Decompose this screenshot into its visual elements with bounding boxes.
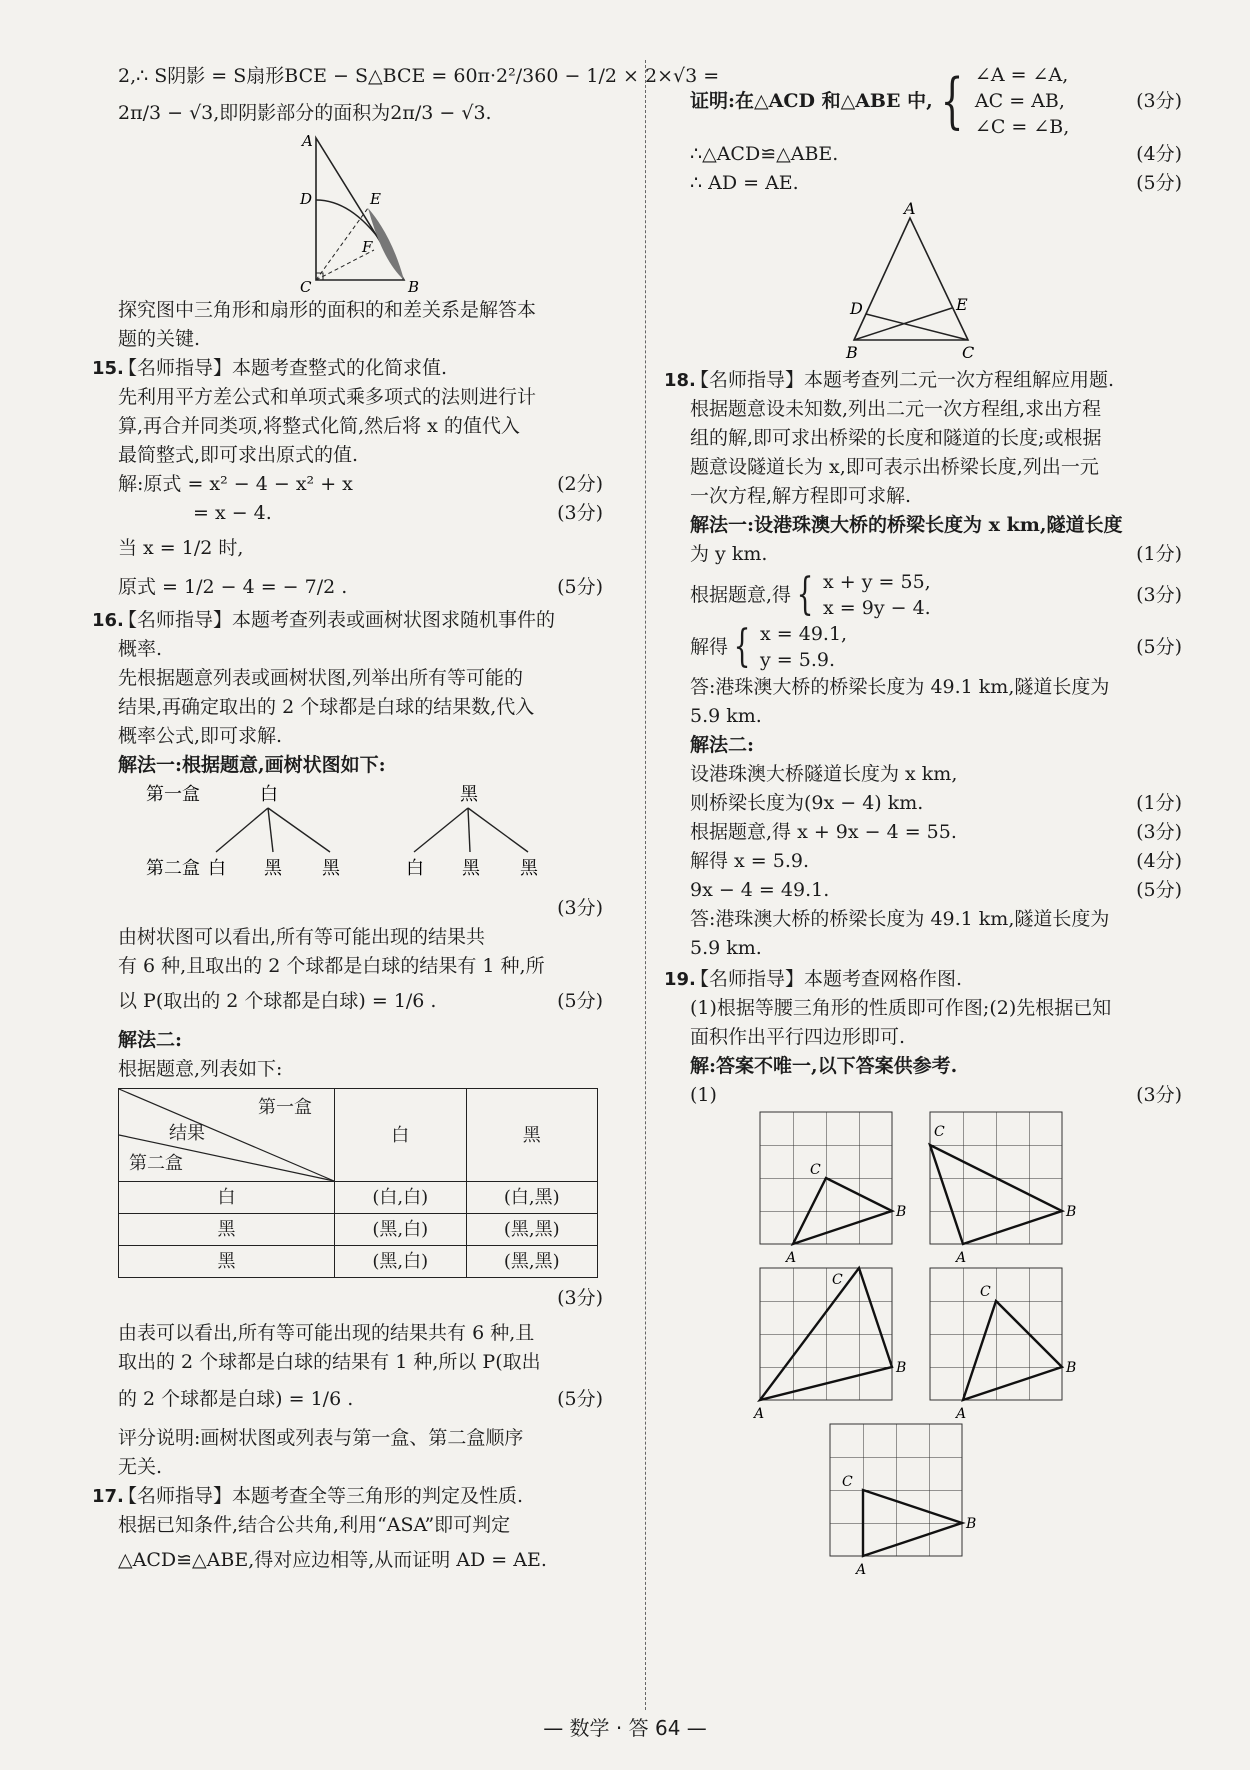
label-A: A — [856, 1562, 867, 1578]
q14-formula-line: 2,∴ S阴影 = S扇形BCE − S△BCE = 60π·2²/360 − 1/2 × 2×√3 = — [118, 65, 720, 87]
q18-line: 一次方程,解方程即可求解. — [690, 485, 912, 507]
score: (1分) — [1136, 543, 1182, 565]
score: (4分) — [1136, 850, 1182, 872]
q19-line: (1) — [690, 1084, 717, 1106]
score: (3分) — [1136, 1084, 1182, 1106]
tree-box2-label: 第二盒 — [146, 858, 200, 879]
score: (5分) — [557, 990, 603, 1012]
q18-line: 设港珠澳大桥隧道长度为 x km, — [690, 763, 958, 785]
score: (3分) — [1136, 821, 1182, 843]
q15-line: 最简整式,即可求出原式的值. — [118, 444, 359, 466]
q16-line: 概率公式,即可求解. — [118, 725, 283, 747]
table-row-header: 黑 — [119, 1214, 335, 1246]
label-C: C — [962, 343, 975, 362]
q18-line: 为 y km. — [690, 543, 768, 565]
q15-heading: 【名师指导】本题考查整式的化简求值. — [118, 357, 448, 379]
grid-figure-2 — [930, 1112, 1076, 1266]
column-divider — [645, 60, 646, 1710]
label-A: A — [956, 1406, 967, 1422]
tree-leaf: 黑 — [462, 858, 480, 879]
q18-heading: 【名师指导】本题考查列二元一次方程组解应用题. — [690, 369, 1115, 391]
q18-line: 组的解,即可求出桥梁的长度和隧道的长度;或根据 — [690, 427, 1102, 449]
q16-note: 无关. — [118, 1456, 163, 1478]
q18-line: 根据题意设未知数,列出二元一次方程组,求出方程 — [690, 398, 1102, 420]
q18-line: 答:港珠澳大桥的桥梁长度为 49.1 km,隧道长度为 — [690, 676, 1110, 698]
label-C: C — [934, 1124, 945, 1140]
q16-probability-table — [118, 1088, 598, 1278]
q17-proof-step: ∴△ACD≌△ABE. — [690, 143, 839, 165]
label-B: B — [896, 1360, 907, 1376]
q18-line: 9x − 4 = 49.1. — [690, 879, 830, 901]
q18-number: 18. — [664, 370, 696, 391]
page-footer: — 数学 · 答 64 — — [543, 1716, 707, 1740]
table-cell: (黑,白) — [335, 1246, 467, 1278]
label-D: D — [850, 299, 863, 318]
grid-figure-4 — [930, 1268, 1076, 1422]
q16-line: 取出的 2 个球都是白球的结果有 1 种,所以 P(取出 — [118, 1351, 541, 1373]
tree-leaf: 黑 — [520, 858, 538, 879]
table-cell: (白,白) — [335, 1182, 467, 1214]
q14-note-1: 探究图中三角形和扇形的面积的和差关系是解答本 — [118, 299, 537, 321]
label-B: B — [407, 278, 419, 296]
q16-line: 根据题意,列表如下: — [118, 1058, 283, 1080]
label-C: C — [980, 1284, 991, 1300]
q18-line: 解得 x = 5.9. — [690, 850, 810, 872]
q18-method2: 解法二: — [690, 734, 755, 756]
q15-step: 解:原式 = x² − 4 − x² + x — [118, 473, 353, 495]
q18-line: 题意设隧道长为 x,即可表示出桥梁长度,列出一元 — [690, 456, 1099, 478]
label-B: B — [1066, 1204, 1077, 1220]
label-C: C — [299, 278, 311, 296]
tree-box1-label: 第一盒 — [146, 784, 200, 805]
label-E: E — [369, 190, 381, 208]
table-row-header: 黑 — [119, 1246, 335, 1278]
right-column: 证明:在△ACD 和△ABE 中, { ∠A = ∠A, AC = AB, ∠C = ∠B, (3分) ∴△ACD≌△ABE. (4分) ∴ AD = AE. (5分) A D E B C 18.【名师指导】本题考查列二元一次方程组解应用题. 根据题意设未知数,列出二元一次方程组,求出方程 组的解,即可求出桥梁的长度和隧道的长度;或根据 题意设隧道长为 x,即可表示出桥梁长度,列出一元 一次方程,解方程即可求解. 解法一:设港珠澳大桥的桥梁长度为 x km,隧道长度 为 y km. (1分) 根据题意,得 { x + y = 55, x = 9y − 4. (3分) 解得 { x = 49.1, y = 5.9. (5分) 答:港珠澳大桥的桥梁长度为 49.1 km,隧道长度为 5.9 km. 解法二: 设港珠澳大桥隧道长度为 x km, 则桥梁长度为(9x − 4) km. (1分) 根据题意,得 x + 9x − 4 = 55. (3分) 解得 x = 5.9. (4分) 9x − 4 = 49.1. (5分) 答:港珠澳大桥的桥梁长度为 49.1 km,隧道长度为 5.9 km. 19.【名师指导】本题考查网格作图. (1)根据等腰三角形的性质即可作图;(2)先根据已知 面积作出平行四边形即可. 解:答案不唯一,以下答案供参考. (1) (3分) C B A C B A C B A C B A C B A — [664, 64, 1182, 1578]
label-A: A — [786, 1250, 797, 1266]
equation-line: AC = AB, — [974, 90, 1065, 112]
q18-line: 根据题意,得 — [690, 583, 792, 606]
q14-figure — [286, 132, 436, 296]
q19-line: (1)根据等腰三角形的性质即可作图;(2)先根据已知 — [690, 997, 1112, 1019]
tree-root-white: 白 — [260, 784, 278, 805]
q17-proof-intro: 证明:在△ACD 和△ABE 中, — [690, 89, 933, 112]
score: (5分) — [557, 1388, 603, 1410]
label-B: B — [1066, 1360, 1077, 1376]
q16-line: 有 6 种,且取出的 2 个球都是白球的结果有 1 种,所 — [118, 955, 545, 977]
table-diagonal-header — [119, 1089, 335, 1182]
q16-line: 概率. — [118, 638, 163, 660]
q18-line: 5.9 km. — [690, 937, 762, 959]
q16-method1: 解法一:根据题意,画树状图如下: — [118, 754, 386, 776]
label-C: C — [810, 1162, 821, 1178]
q15-step: 当 x = 1/2 时, — [118, 537, 244, 559]
score: (3分) — [557, 1287, 603, 1309]
q18-line: 5.9 km. — [690, 705, 762, 727]
score: (5分) — [1136, 172, 1182, 194]
label-A: A — [754, 1406, 765, 1422]
score: (3分) — [1136, 89, 1182, 112]
q16-heading: 【名师指导】本题考查列表或画树状图求随机事件的 — [118, 609, 556, 631]
q17-line: △ACD≌△ABE,得对应边相等,从而证明 AD = AE. — [118, 1549, 547, 1571]
label-B: B — [846, 343, 858, 362]
q16-line: 结果,再确定取出的 2 个球都是白球的结果数,代入 — [118, 696, 535, 718]
tree-leaf: 白 — [406, 858, 424, 879]
score: (3分) — [557, 502, 603, 524]
label-B: B — [966, 1516, 977, 1532]
table-row — [119, 1182, 598, 1214]
q19-line: 面积作出平行四边形即可. — [690, 1026, 906, 1048]
q16-number: 16. — [92, 610, 124, 631]
q18-line: 解得 — [690, 635, 729, 658]
equation-line: y = 5.9. — [760, 649, 836, 671]
q18-line: 则桥梁长度为(9x − 4) km. — [690, 792, 924, 814]
q16-line: 由表可以看出,所有等可能出现的结果共有 6 种,且 — [118, 1322, 535, 1344]
label-B: B — [896, 1204, 907, 1220]
label-D: D — [299, 190, 312, 208]
q15-line: 先利用平方差公式和单项式乘多项式的法则进行计 — [118, 386, 537, 408]
label-A: A — [956, 1250, 967, 1266]
label-A: A — [301, 132, 313, 150]
q16-line: 以 P(取出的 2 个球都是白球) = 1/6 . — [118, 990, 437, 1012]
q16-tree-diagram — [118, 780, 603, 885]
table-cell: (黑,白) — [335, 1214, 467, 1246]
score: (4分) — [1136, 143, 1182, 165]
table-row — [119, 1214, 598, 1246]
q19-line: 解:答案不唯一,以下答案供参考. — [690, 1055, 958, 1077]
tree-leaf: 黑 — [264, 858, 282, 879]
q15-number: 15. — [92, 358, 124, 379]
tree-root-black: 黑 — [460, 784, 478, 805]
equation-line: x = 49.1, — [760, 623, 848, 645]
q19-heading: 【名师指导】本题考查网格作图. — [690, 968, 963, 990]
grid-figure-5 — [830, 1424, 976, 1578]
equation-line: x + y = 55, — [823, 571, 931, 593]
q17-figure — [840, 199, 1000, 362]
label-A: A — [904, 199, 916, 218]
q14-result-line: 2π/3 − √3,即阴影部分的面积为2π/3 − √3. — [118, 102, 492, 124]
q19-grid-figures — [690, 1110, 1182, 1580]
q15-step: 原式 = 1/2 − 4 = − 7/2 . — [118, 576, 348, 598]
q19-number: 19. — [664, 969, 696, 990]
label-F: F — [361, 238, 372, 256]
q14-note-2: 题的关键. — [118, 328, 201, 350]
table-header-box1: 第一盒 — [258, 1097, 312, 1118]
q18-method1: 解法一:设港珠澳大桥的桥梁长度为 x km,隧道长度 — [690, 514, 1123, 536]
score: (5分) — [1136, 879, 1182, 901]
score: (5分) — [1136, 635, 1182, 658]
equation-line: ∠A = ∠A, — [974, 64, 1069, 86]
q16-note: 评分说明:画树状图或列表与第一盒、第二盒顺序 — [118, 1427, 524, 1449]
table-row-header: 白 — [119, 1182, 335, 1214]
q17-heading: 【名师指导】本题考查全等三角形的判定及性质. — [118, 1485, 524, 1507]
q15-step: = x − 4. — [193, 502, 272, 524]
q17-proof-step: ∴ AD = AE. — [690, 172, 799, 194]
q16-method2: 解法二: — [118, 1029, 183, 1051]
q16-line: 先根据题意列表或画树状图,列举出所有等可能的 — [118, 667, 524, 689]
q17-number: 17. — [92, 1486, 124, 1507]
table-col-header: 黑 — [466, 1089, 598, 1182]
score: (1分) — [1136, 792, 1182, 814]
table-cell: (黑,黑) — [466, 1214, 598, 1246]
score: (3分) — [1136, 583, 1182, 606]
label-E: E — [956, 295, 968, 314]
table-col-header: 白 — [335, 1089, 467, 1182]
q17-line: 根据已知条件,结合公共角,利用“ASA”即可判定 — [118, 1514, 511, 1536]
table-cell: (黑,黑) — [466, 1246, 598, 1278]
equation-line: ∠C = ∠B, — [974, 116, 1070, 138]
label-C: C — [842, 1474, 853, 1490]
score: (2分) — [557, 473, 603, 495]
score: (3分) — [557, 897, 603, 919]
equation-line: x = 9y − 4. — [823, 597, 931, 619]
grid-figure-1 — [760, 1112, 906, 1266]
q16-line: 的 2 个球都是白球) = 1/6 . — [118, 1388, 354, 1410]
grid-figure-3 — [752, 1268, 906, 1422]
tree-leaf: 白 — [208, 858, 226, 879]
score: (5分) — [557, 576, 603, 598]
table-header-result: 结果 — [169, 1123, 205, 1144]
q15-line: 算,再合并同类项,将整式化简,然后将 x 的值代入 — [118, 415, 520, 437]
table-cell: (白,黑) — [466, 1182, 598, 1214]
table-header-box2: 第二盒 — [129, 1153, 183, 1174]
q16-line: 由树状图可以看出,所有等可能出现的结果共 — [118, 926, 486, 948]
label-C: C — [832, 1272, 843, 1288]
q18-line: 答:港珠澳大桥的桥梁长度为 49.1 km,隧道长度为 — [690, 908, 1110, 930]
table-row — [119, 1246, 598, 1278]
tree-leaf: 黑 — [322, 858, 340, 879]
q18-line: 根据题意,得 x + 9x − 4 = 55. — [690, 821, 957, 843]
